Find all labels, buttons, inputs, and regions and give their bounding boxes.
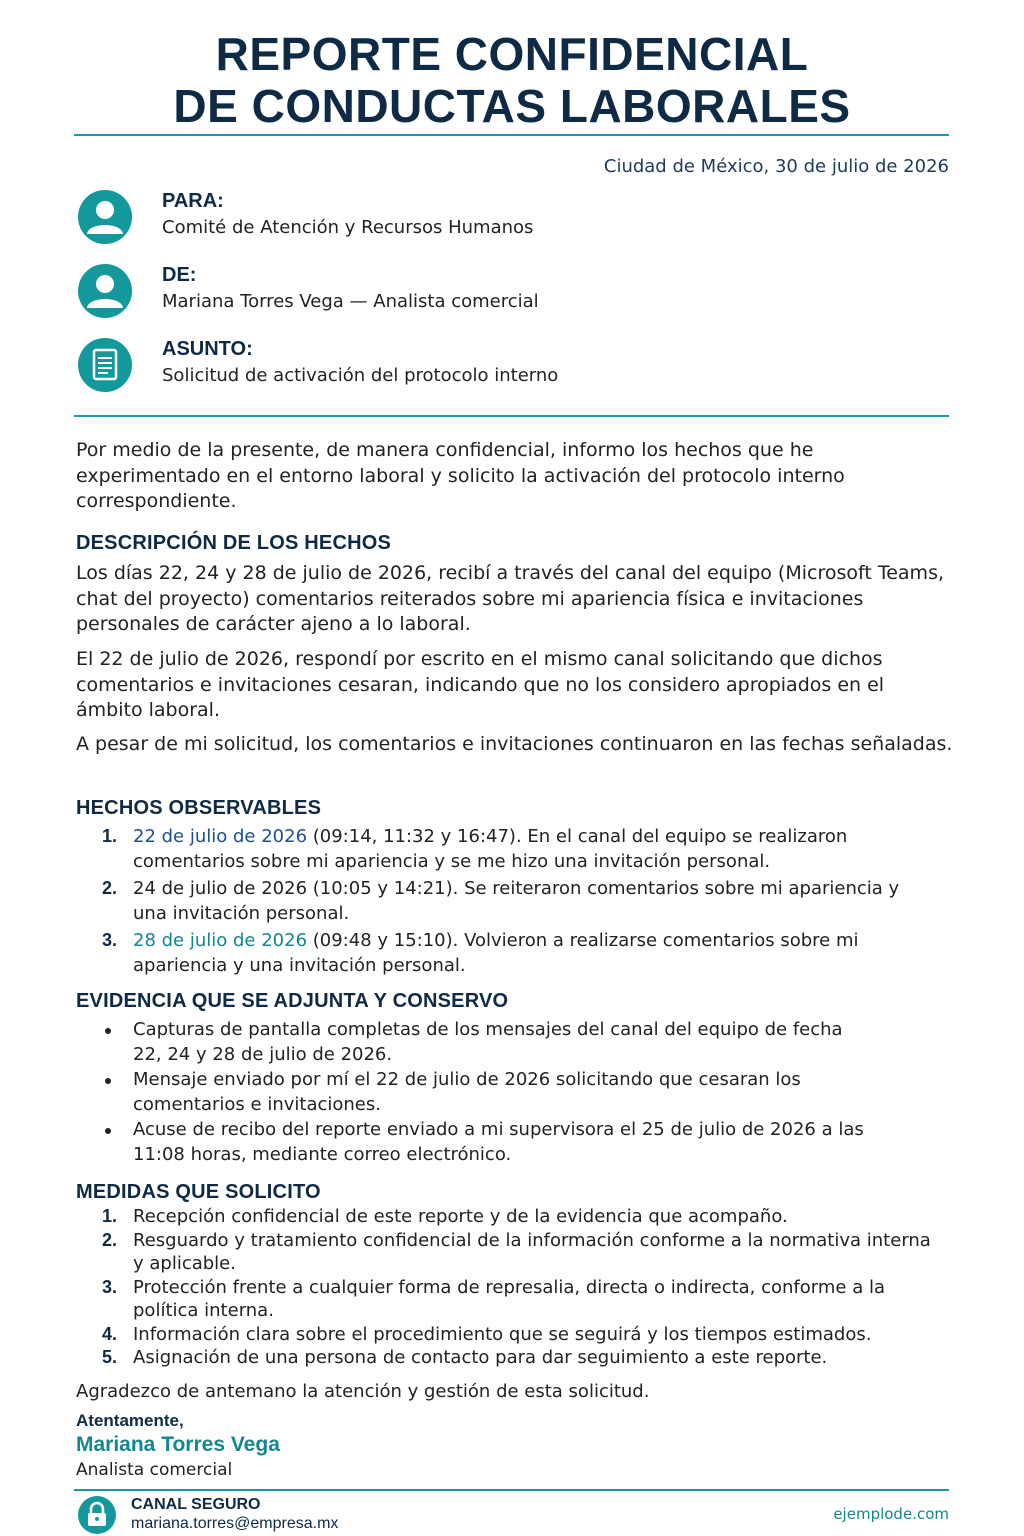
- list-item: [76, 1276, 936, 1323]
- evidence-text: Mensaje enviado por mí el 22 de julio de 2026 solicitando que cesaran los comentarios e invitaciones.: [133, 1069, 801, 1115]
- measure-text: Recepción confidencial de este reporte y de la evidencia que acompaño.: [133, 1206, 788, 1227]
- list-item: [76, 1323, 936, 1347]
- event-text: (09:14, 11:32 y 16:47). En el canal del equipo se realizaron comentarios sobre mi apariencia y se me hizo una invitación personal.: [133, 826, 848, 872]
- section-heading-evidencia: EVIDENCIA QUE SE ADJUNTA Y CONSERVO: [76, 990, 509, 1012]
- meta-asunto: [78, 338, 778, 398]
- meta-para: [78, 190, 778, 250]
- list-item: [76, 1017, 876, 1067]
- closing-line: Agradezco de antemano la atención y gestión de esta solicitud.: [76, 1381, 650, 1402]
- measure-text: Asignación de una persona de contacto para dar seguimiento a este reporte.: [133, 1347, 828, 1368]
- meta-label: DE:: [162, 264, 197, 286]
- event-text: (09:48 y 15:10). Volvieron a realizarse comentarios sobre mi apariencia y una invitación personal.: [133, 930, 859, 976]
- section-heading-descripcion: DESCRIPCIÓN DE LOS HECHOS: [76, 532, 392, 554]
- list-item: [76, 1117, 876, 1167]
- descripcion-paragraph: El 22 de julio de 2026, respondí por escrito en el mismo canal solicitando que dichos comentarios e invitaciones cesaran, indicando que no los considero apropiados en el ámbito laboral.: [76, 648, 885, 721]
- list-item: [76, 1067, 876, 1117]
- list-item: [76, 876, 936, 926]
- list-item: [76, 928, 936, 978]
- section-heading-hechos: HECHOS OBSERVABLES: [76, 797, 322, 819]
- document-date: Ciudad de México, 30 de julio de 2026: [603, 156, 949, 177]
- list-item: [76, 824, 936, 874]
- list-number: 1.: [102, 826, 118, 846]
- event-date: 28 de julio de 2026: [133, 930, 308, 951]
- list-item: [76, 1205, 936, 1229]
- footer-label: CANAL SEGURO: [131, 1496, 261, 1513]
- list-item: [76, 1346, 936, 1370]
- list-number: 4.: [102, 1323, 118, 1344]
- event-date: 24 de julio de 2026: [133, 878, 308, 899]
- person-icon: [78, 264, 132, 318]
- title-line-1: REPORTE CONFIDENCIAL: [215, 28, 809, 80]
- bullet-icon: [105, 1078, 111, 1084]
- meta-de: [78, 264, 778, 324]
- measure-text: Protección frente a cualquier forma de represalia, directa o indirecta, conforme a la política interna.: [133, 1276, 885, 1321]
- person-icon: [78, 190, 132, 244]
- descripcion-paragraph: A pesar de mi solicitud, los comentarios e invitaciones continuaron en las fechas señaladas.: [76, 733, 953, 755]
- event-date: 22 de julio de 2026: [133, 826, 308, 847]
- section-heading-medidas: MEDIDAS QUE SOLICITO: [76, 1181, 321, 1203]
- list-item: [76, 1229, 936, 1276]
- intro-paragraph: Por medio de la presente, de manera confidencial, informo los hechos que he experimentado en el entorno laboral y solicito la activación del protocolo interno correspondiente.: [76, 439, 845, 512]
- measure-text: Resguardo y tratamiento confidencial de la información conforme a la normativa interna y aplicable.: [133, 1229, 931, 1274]
- signature-role: Analista comercial: [76, 1460, 233, 1480]
- evidence-text: Capturas de pantalla completas de los mensajes del canal del equipo de fecha 22, 24 y 28 de julio de 2026.: [133, 1019, 843, 1065]
- footer-site-link[interactable]: ejemplode.com: [833, 1505, 949, 1523]
- meta-divider: [74, 415, 949, 417]
- bullet-icon: [105, 1028, 111, 1034]
- signature-salutation: Atentamente,: [76, 1411, 184, 1430]
- lock-icon: [78, 1496, 116, 1534]
- list-number: 2.: [102, 878, 118, 898]
- signature-name: Mariana Torres Vega: [76, 1433, 280, 1456]
- evidencia-list: [76, 1017, 876, 1167]
- measure-text: Información clara sobre el procedimiento que se seguirá y los tiempos estimados.: [133, 1323, 872, 1345]
- descripcion-paragraph: Los días 22, 24 y 28 de julio de 2026, recibí a través del canal del equipo (Microsoft Teams, chat del proyecto) comentarios reiterados sobre mi apariencia física e invitaciones personales de carácter ajeno a lo laboral.: [76, 562, 945, 635]
- list-number: 3.: [102, 1276, 118, 1297]
- medidas-list: [76, 1205, 936, 1370]
- title-line-2: DE CONDUCTAS LABORALES: [173, 80, 851, 132]
- meta-value: Solicitud de activación del protocolo interno: [162, 365, 559, 386]
- evidence-text: Acuse de recibo del reporte enviado a mi supervisora el 25 de julio de 2026 a las 11:08 horas, mediante correo electrónico.: [133, 1119, 864, 1165]
- bullet-icon: [105, 1128, 111, 1134]
- footer-email[interactable]: mariana.torres@empresa.mx: [131, 1515, 339, 1532]
- footer-divider: [74, 1489, 949, 1491]
- hechos-list: [76, 824, 936, 978]
- list-number: 5.: [102, 1347, 118, 1367]
- event-text: (10:05 y 14:21). Se reiteraron comentarios sobre mi apariencia y una invitación personal.: [133, 878, 900, 924]
- top-divider: [74, 134, 949, 136]
- document-icon: [78, 338, 132, 392]
- meta-label: PARA:: [162, 190, 224, 212]
- list-number: 1.: [102, 1206, 118, 1226]
- meta-value: Mariana Torres Vega — Analista comercial: [162, 291, 539, 312]
- meta-value: Comité de Atención y Recursos Humanos: [162, 217, 534, 238]
- meta-label: ASUNTO:: [162, 338, 253, 360]
- document-title: [0, 28, 1024, 132]
- list-number: 2.: [102, 1229, 118, 1250]
- list-number: 3.: [102, 930, 118, 950]
